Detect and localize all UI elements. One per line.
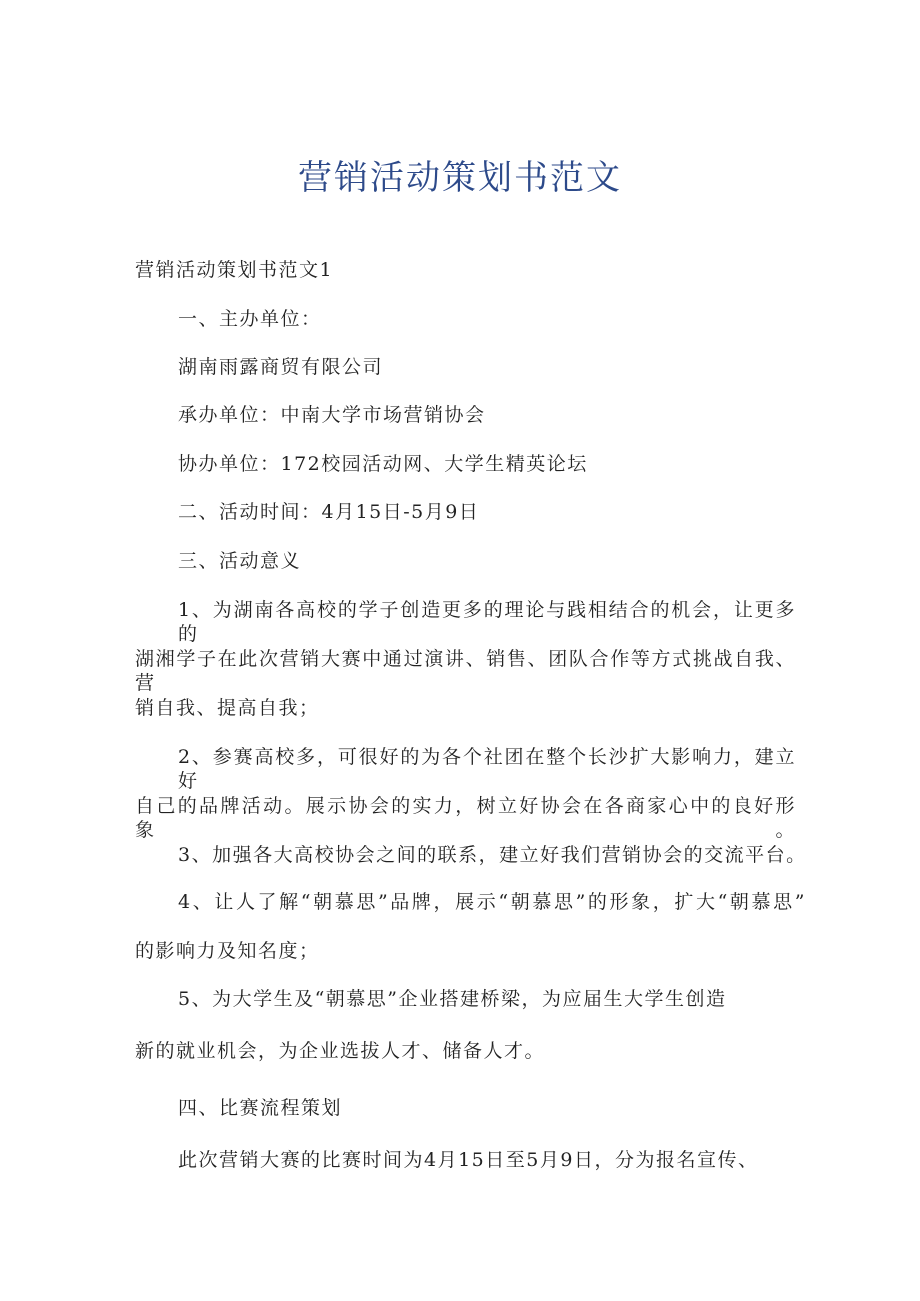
- host-line: 承办单位：中南大学市场营销协会: [178, 404, 486, 426]
- paragraph-4-line-1: 4、让人了解“朝慕思”品牌，展示“朝慕思”的形象，扩大“朝慕思”: [178, 891, 806, 913]
- page-title: 营销活动策划书范文: [298, 158, 622, 198]
- process-line-1: 此次营销大赛的比赛时间为4月15日至5月9日，分为报名宣传、: [178, 1149, 759, 1171]
- paragraph-1-line-3: 销自我、提高自我；: [135, 697, 320, 719]
- paragraph-1-line-1: 1、为湖南各高校的学子创造更多的理论与践相结合的机会，让更多的: [178, 599, 796, 645]
- paragraph-2-line-1: 2、参赛高校多，可很好的为各个社团在整个长沙扩大影响力，建立好: [178, 746, 796, 792]
- paragraph-4-line-2: 的影响力及知名度；: [135, 940, 320, 962]
- paragraph-5-line-2: 新的就业机会，为企业选拔人才、储备人才。: [135, 1040, 546, 1062]
- paragraph-3-line-1: 3、加强各大高校协会之间的联系，建立好我们营销协会的交流平台。: [178, 844, 807, 866]
- section-subtitle: 营销活动策划书范文1: [135, 259, 334, 281]
- organizer-heading: 一、主办单位：: [178, 308, 322, 330]
- paragraph-2-line-2: 自己的品牌活动。展示协会的实力，树立好协会在各商家心中的良好形象。: [135, 795, 796, 841]
- co-organizer-line: 协办单位：172校园活动网、大学生精英论坛: [178, 453, 588, 475]
- organizer-name: 湖南雨露商贸有限公司: [178, 356, 384, 378]
- process-heading: 四、比赛流程策划: [178, 1097, 343, 1119]
- paragraph-1-line-2: 湖湘学子在此次营销大赛中通过演讲、销售、团队合作等方式挑战自我、营: [135, 648, 796, 694]
- meaning-heading: 三、活动意义: [178, 550, 302, 572]
- activity-time-line: 二、活动时间：4月15日-5月9日: [178, 501, 480, 523]
- paragraph-5-line-1: 5、为大学生及“朝慕思”企业搭建桥梁，为应届生大学生创造: [178, 988, 727, 1010]
